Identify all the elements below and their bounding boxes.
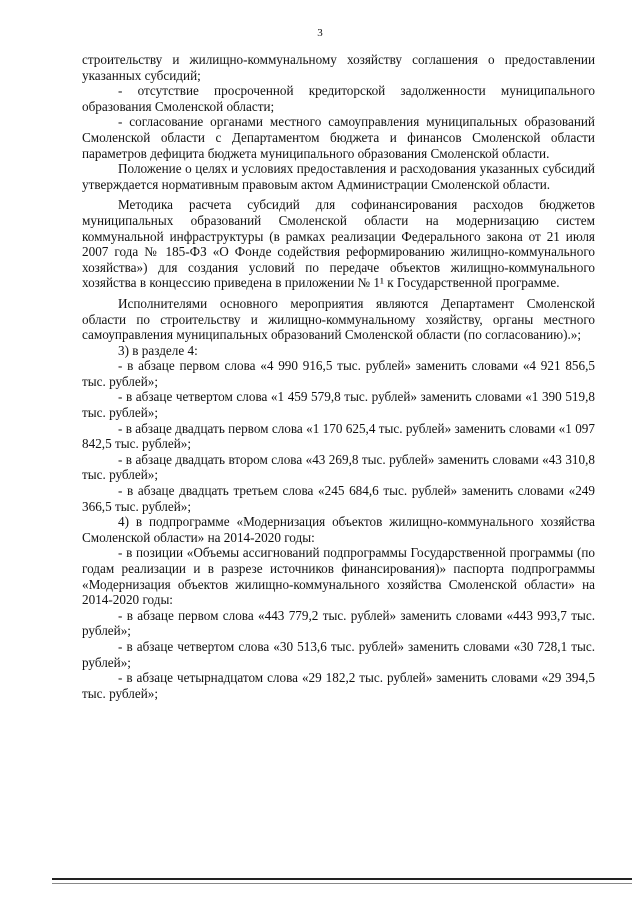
paragraph-no-overdue-debt: - отсутствие просроченной кредиторской задолженности муниципального образования Смоленской области;: [82, 83, 595, 114]
paragraph-regulation: Положение о целях и условиях предоставления и расходования указанных субсидий утверждается нормативным правовым актом Администрации Смоленской области.: [82, 161, 595, 192]
scan-bottom-edge-shadow: [52, 883, 632, 884]
paragraph-methodology: Методика расчета субсидий для софинансирования расходов бюджетов муниципальных образований Смоленской области на модернизацию систем коммунальной инфраструктуры (в рамках реализации Федерального закона от 21 июля 2007 года № 185-ФЗ «О Фонде содействия реформированию жилищно-коммунального хозяйства») для создания условий по передаче объектов жилищно-коммунального хозяйства в концессию приведена в приложении № 1¹ к Государственной программе.: [82, 197, 595, 291]
paragraph-executors: Исполнителями основного мероприятия являются Департамент Смоленской области по строительству и жилищно-коммунальному хозяйству, органы местного самоуправления муниципальных образований Смоленской области (по согласованию).»;: [82, 295, 595, 343]
paragraph-amend-twenty-first: - в абзаце двадцать первом слова «1 170 625,4 тыс. рублей» заменить словами «1 097 842,5 тыс. рублей»;: [82, 420, 595, 452]
paragraph-section-4: 3) в разделе 4:: [118, 342, 198, 358]
paragraph-subsidy-agreement: строительству и жилищно-коммунальному хозяйству соглашения о предоставлении указанных субсидий;: [82, 52, 595, 83]
paragraph-passport-position: - в позиции «Объемы ассигнований подпрограммы Государственной программы (по годам реализации и в разрезе источников финансирования)» паспорта подпрограммы «Модернизация объектов жилищно-коммунального хозяйства Смоленской области» на 2014-2020 годы:: [82, 545, 595, 608]
page-number: 3: [317, 27, 323, 39]
paragraph-sub-amend-fourteenth: - в абзаце четырнадцатом слова «29 182,2 тыс. рублей» заменить словами «29 394,5 тыс. рублей»;: [82, 670, 595, 701]
paragraph-sub-amend-first: - в абзаце первом слова «443 779,2 тыс. рублей» заменить словами «443 993,7 тыс. рублей»;: [82, 607, 595, 639]
paragraph-amend-first: - в абзаце первом слова «4 990 916,5 тыс. рублей» заменить словами «4 921 856,5 тыс. рублей»;: [82, 358, 595, 389]
paragraph-deficit-approval: - согласование органами местного самоуправления муниципальных образований Смоленской области с Департаментом бюджета и финансов Смоленской области параметров дефицита бюджета муниципального образования Смоленской области.: [82, 114, 595, 161]
scan-bottom-edge: [52, 878, 632, 880]
paragraph-amend-twenty-second: - в абзаце двадцать втором слова «43 269,8 тыс. рублей» заменить словами «43 310,8 тыс. рублей»;: [82, 451, 595, 483]
paragraph-amend-fourth: - в абзаце четвертом слова «1 459 579,8 тыс. рублей» заменить словами «1 390 519,8 тыс. рублей»;: [82, 389, 595, 421]
document-body: [82, 52, 595, 701]
paragraph-subprogram: 4) в подпрограмме «Модернизация объектов жилищно-коммунального хозяйства Смоленской области» на 2014-2020 годы:: [82, 514, 595, 545]
paragraph-sub-amend-fourth: - в абзаце четвертом слова «30 513,6 тыс. рублей» заменить словами «30 728,1 тыс. рублей»;: [82, 638, 595, 670]
paragraph-amend-twenty-third: - в абзаце двадцать третьем слова «245 684,6 тыс. рублей» заменить словами «249 366,5 тыс. рублей»;: [82, 483, 595, 514]
